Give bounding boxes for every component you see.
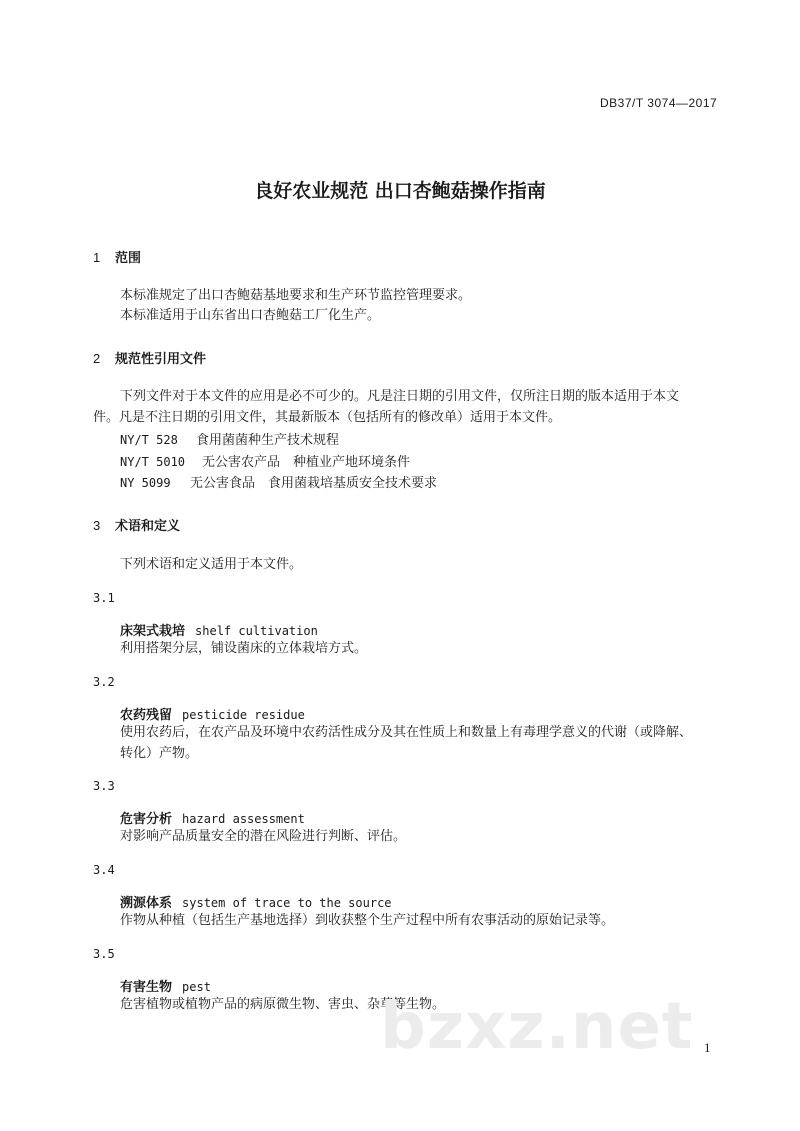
reference-item — [120, 473, 437, 494]
term-chinese: 有害生物 — [120, 980, 173, 995]
term-definition: 转化）产物。 — [120, 746, 199, 761]
term-english: hazard assessment — [182, 812, 305, 826]
term-english: pest — [182, 980, 211, 994]
reference-title: 无公害食品 食用菌栽培基质安全技术要求 — [190, 476, 438, 491]
term-entry — [120, 808, 305, 827]
term-number: 3.2 — [93, 675, 115, 689]
term-definition: 危害植物或植物产品的病原微生物、害虫、杂草等生物。 — [120, 997, 446, 1012]
term-entry — [120, 976, 211, 995]
section-title: 术语和定义 — [115, 519, 181, 534]
term-definition: 作物从种植（包括生产基地选择）到收获整个生产过程中所有农事活动的原始记录等。 — [120, 913, 615, 928]
term-definition: 对影响产品质量安全的潜在风险进行判断、评估。 — [120, 829, 407, 844]
reference-code: NY/T 5010 — [120, 455, 186, 469]
term-definition: 使用农药后，在农产品及环境中农药活性成分及其在性质上和数量上有毒理学意义的代谢（或降解、 — [120, 725, 693, 740]
term-chinese: 溯源体系 — [120, 896, 173, 911]
term-number: 3.1 — [93, 591, 115, 605]
term-english: system of trace to the source — [182, 896, 392, 910]
term-chinese: 危害分析 — [120, 812, 173, 827]
page-number: 1 — [704, 1040, 711, 1055]
section-title: 范围 — [115, 251, 142, 266]
term-english: shelf cultivation — [195, 624, 318, 638]
reference-code: NY 5099 — [120, 476, 171, 490]
section-heading-normative-references — [93, 348, 206, 367]
section-number: 2 — [93, 351, 101, 366]
paragraph: 件。凡是不注日期的引用文件，其最新版本（包括所有的修改单）适用于本文件。 — [93, 410, 562, 425]
term-number: 3.4 — [93, 863, 115, 877]
paragraph: 下列术语和定义适用于本文件。 — [120, 557, 303, 572]
section-number: 3 — [93, 518, 101, 533]
paragraph: 下列文件对于本文件的应用是必不可少的。凡是注日期的引用文件，仅所注日期的版本适用于本文 — [120, 389, 680, 404]
term-entry — [120, 704, 305, 723]
section-number: 1 — [93, 250, 101, 265]
term-number: 3.3 — [93, 779, 115, 793]
section-title: 规范性引用文件 — [115, 352, 207, 367]
standard-code: DB37/T 3074—2017 — [600, 96, 718, 110]
section-heading-scope — [93, 247, 141, 266]
section-heading-terms-and-definitions — [93, 515, 180, 534]
watermark: bzxz.net — [380, 990, 694, 1064]
paragraph: 本标准适用于山东省出口杏鲍菇工厂化生产。 — [120, 308, 381, 323]
reference-title: 食用菌菌种生产技术规程 — [196, 433, 340, 448]
term-number: 3.5 — [93, 947, 115, 961]
term-entry — [120, 892, 392, 911]
term-english: pesticide residue — [182, 708, 305, 722]
term-definition: 利用搭架分层，铺设菌床的立体栽培方式。 — [120, 641, 368, 656]
term-chinese: 农药残留 — [120, 708, 173, 723]
reference-code: NY/T 528 — [120, 433, 178, 447]
term-entry — [120, 620, 318, 639]
reference-item — [120, 452, 410, 473]
reference-item — [120, 430, 339, 451]
paragraph: 本标准规定了出口杏鲍菇基地要求和生产环节监控管理要求。 — [120, 288, 472, 303]
document-title: 良好农业规范 出口杏鲍菇操作指南 — [254, 180, 546, 202]
reference-title: 无公害农产品 种植业产地环境条件 — [202, 455, 411, 470]
term-chinese: 床架式栽培 — [120, 624, 186, 639]
